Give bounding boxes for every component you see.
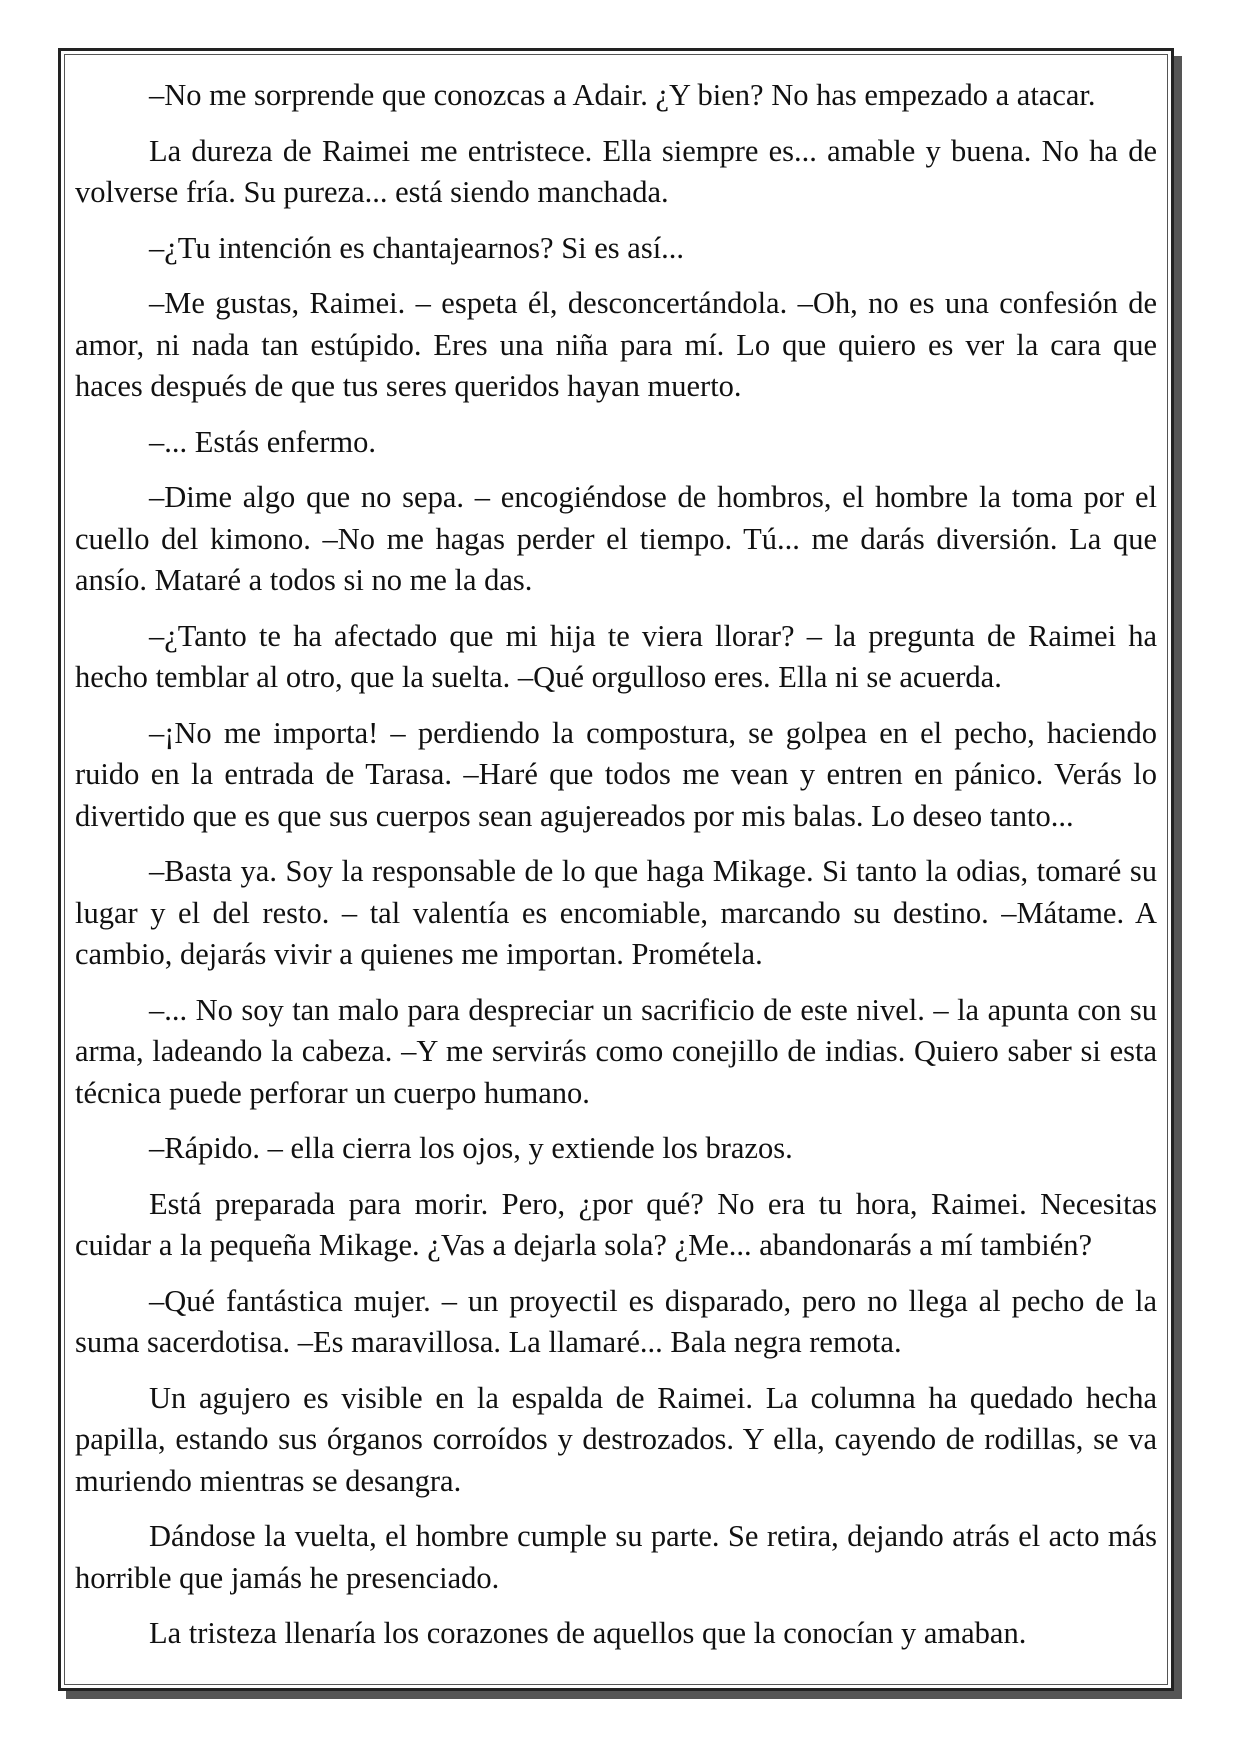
paragraph: –Qué fantástica mujer. – un proyectil es disparado, pero no llega al pecho de la suma sacerdotisa. –Es maravillosa. La llamaré... Bala negra remota.	[75, 1283, 1157, 1359]
paragraph: –Basta ya. Soy la responsable de lo que haga Mikage. Si tanto la odias, tomaré su lugar y el del resto. – tal valentía es encomiable, marcando su destino. –Mátame. A cambio, dejarás vivir a quienes me importan. Prométela.	[75, 854, 1157, 971]
paragraph: –... Estás enfermo.	[149, 424, 376, 459]
paragraph: –¿Tanto te ha afectado que mi hija te viera llorar? – la pregunta de Raimei ha hecho temblar al otro, que la suelta. –Qué orgulloso eres. Ella ni se acuerda.	[75, 618, 1157, 694]
paragraph: Dándose la vuelta, el hombre cumple su parte. Se retira, dejando atrás el acto más horrible que jamás he presenciado.	[75, 1519, 1157, 1595]
page-frame	[58, 48, 1174, 1691]
paragraph: Un agujero es visible en la espalda de Raimei. La columna ha quedado hecha papilla, estando sus órganos corroídos y destrozados. Y ella, cayendo de rodillas, se va muriendo mientras se desangra.	[75, 1380, 1157, 1498]
paragraph: –Rápido. – ella cierra los ojos, y extiende los brazos.	[149, 1131, 793, 1165]
paragraph: –... No soy tan malo para despreciar un sacrificio de este nivel. – la apunta con su arma, ladeando la cabeza. –Y me servirás como conejillo de indias. Quiero saber si esta técnica puede perforar un cuerpo humano.	[75, 992, 1157, 1110]
paragraph: La dureza de Raimei me entristece. Ella siempre es... amable y buena. No ha de volverse fría. Su pureza... está siendo manchada.	[75, 133, 1157, 209]
paragraph: –No me sorprende que conozcas a Adair. ¿Y bien? No has empezado a atacar.	[149, 78, 1096, 112]
paragraph: –Dime algo que no sepa. – encogiéndose de hombros, el hombre la toma por el cuello del kimono. –No me hagas perder el tiempo. Tú... me darás diversión. La que ansío. Mataré a todos si no me la das.	[75, 480, 1157, 597]
text-body	[75, 75, 1157, 1655]
paragraph: Está preparada para morir. Pero, ¿por qué? No era tu hora, Raimei. Necesitas cuidar a la pequeña Mikage. ¿Vas a dejarla sola? ¿Me... abandonarás a mí también?	[75, 1186, 1157, 1262]
paragraph: La tristeza llenaría los corazones de aquellos que la conocían y amaban.	[149, 1616, 1027, 1650]
paragraph: –¡No me importa! – perdiendo la compostura, se golpea en el pecho, haciendo ruido en la entrada de Tarasa. –Haré que todos me vean y entren en pánico. Verás lo divertido que es que sus cuerpos sean agujereados por mis balas. Lo deseo tanto...	[75, 715, 1157, 833]
paragraph: –Me gustas, Raimei. – espeta él, desconcertándola. –Oh, no es una confesión de amor, ni nada tan estúpido. Eres una niña para mí. Lo que quiero es ver la cara que haces después de que tus seres queridos hayan muerto.	[75, 286, 1157, 403]
paragraph: –¿Tu intención es chantajearnos? Si es así...	[149, 230, 685, 265]
